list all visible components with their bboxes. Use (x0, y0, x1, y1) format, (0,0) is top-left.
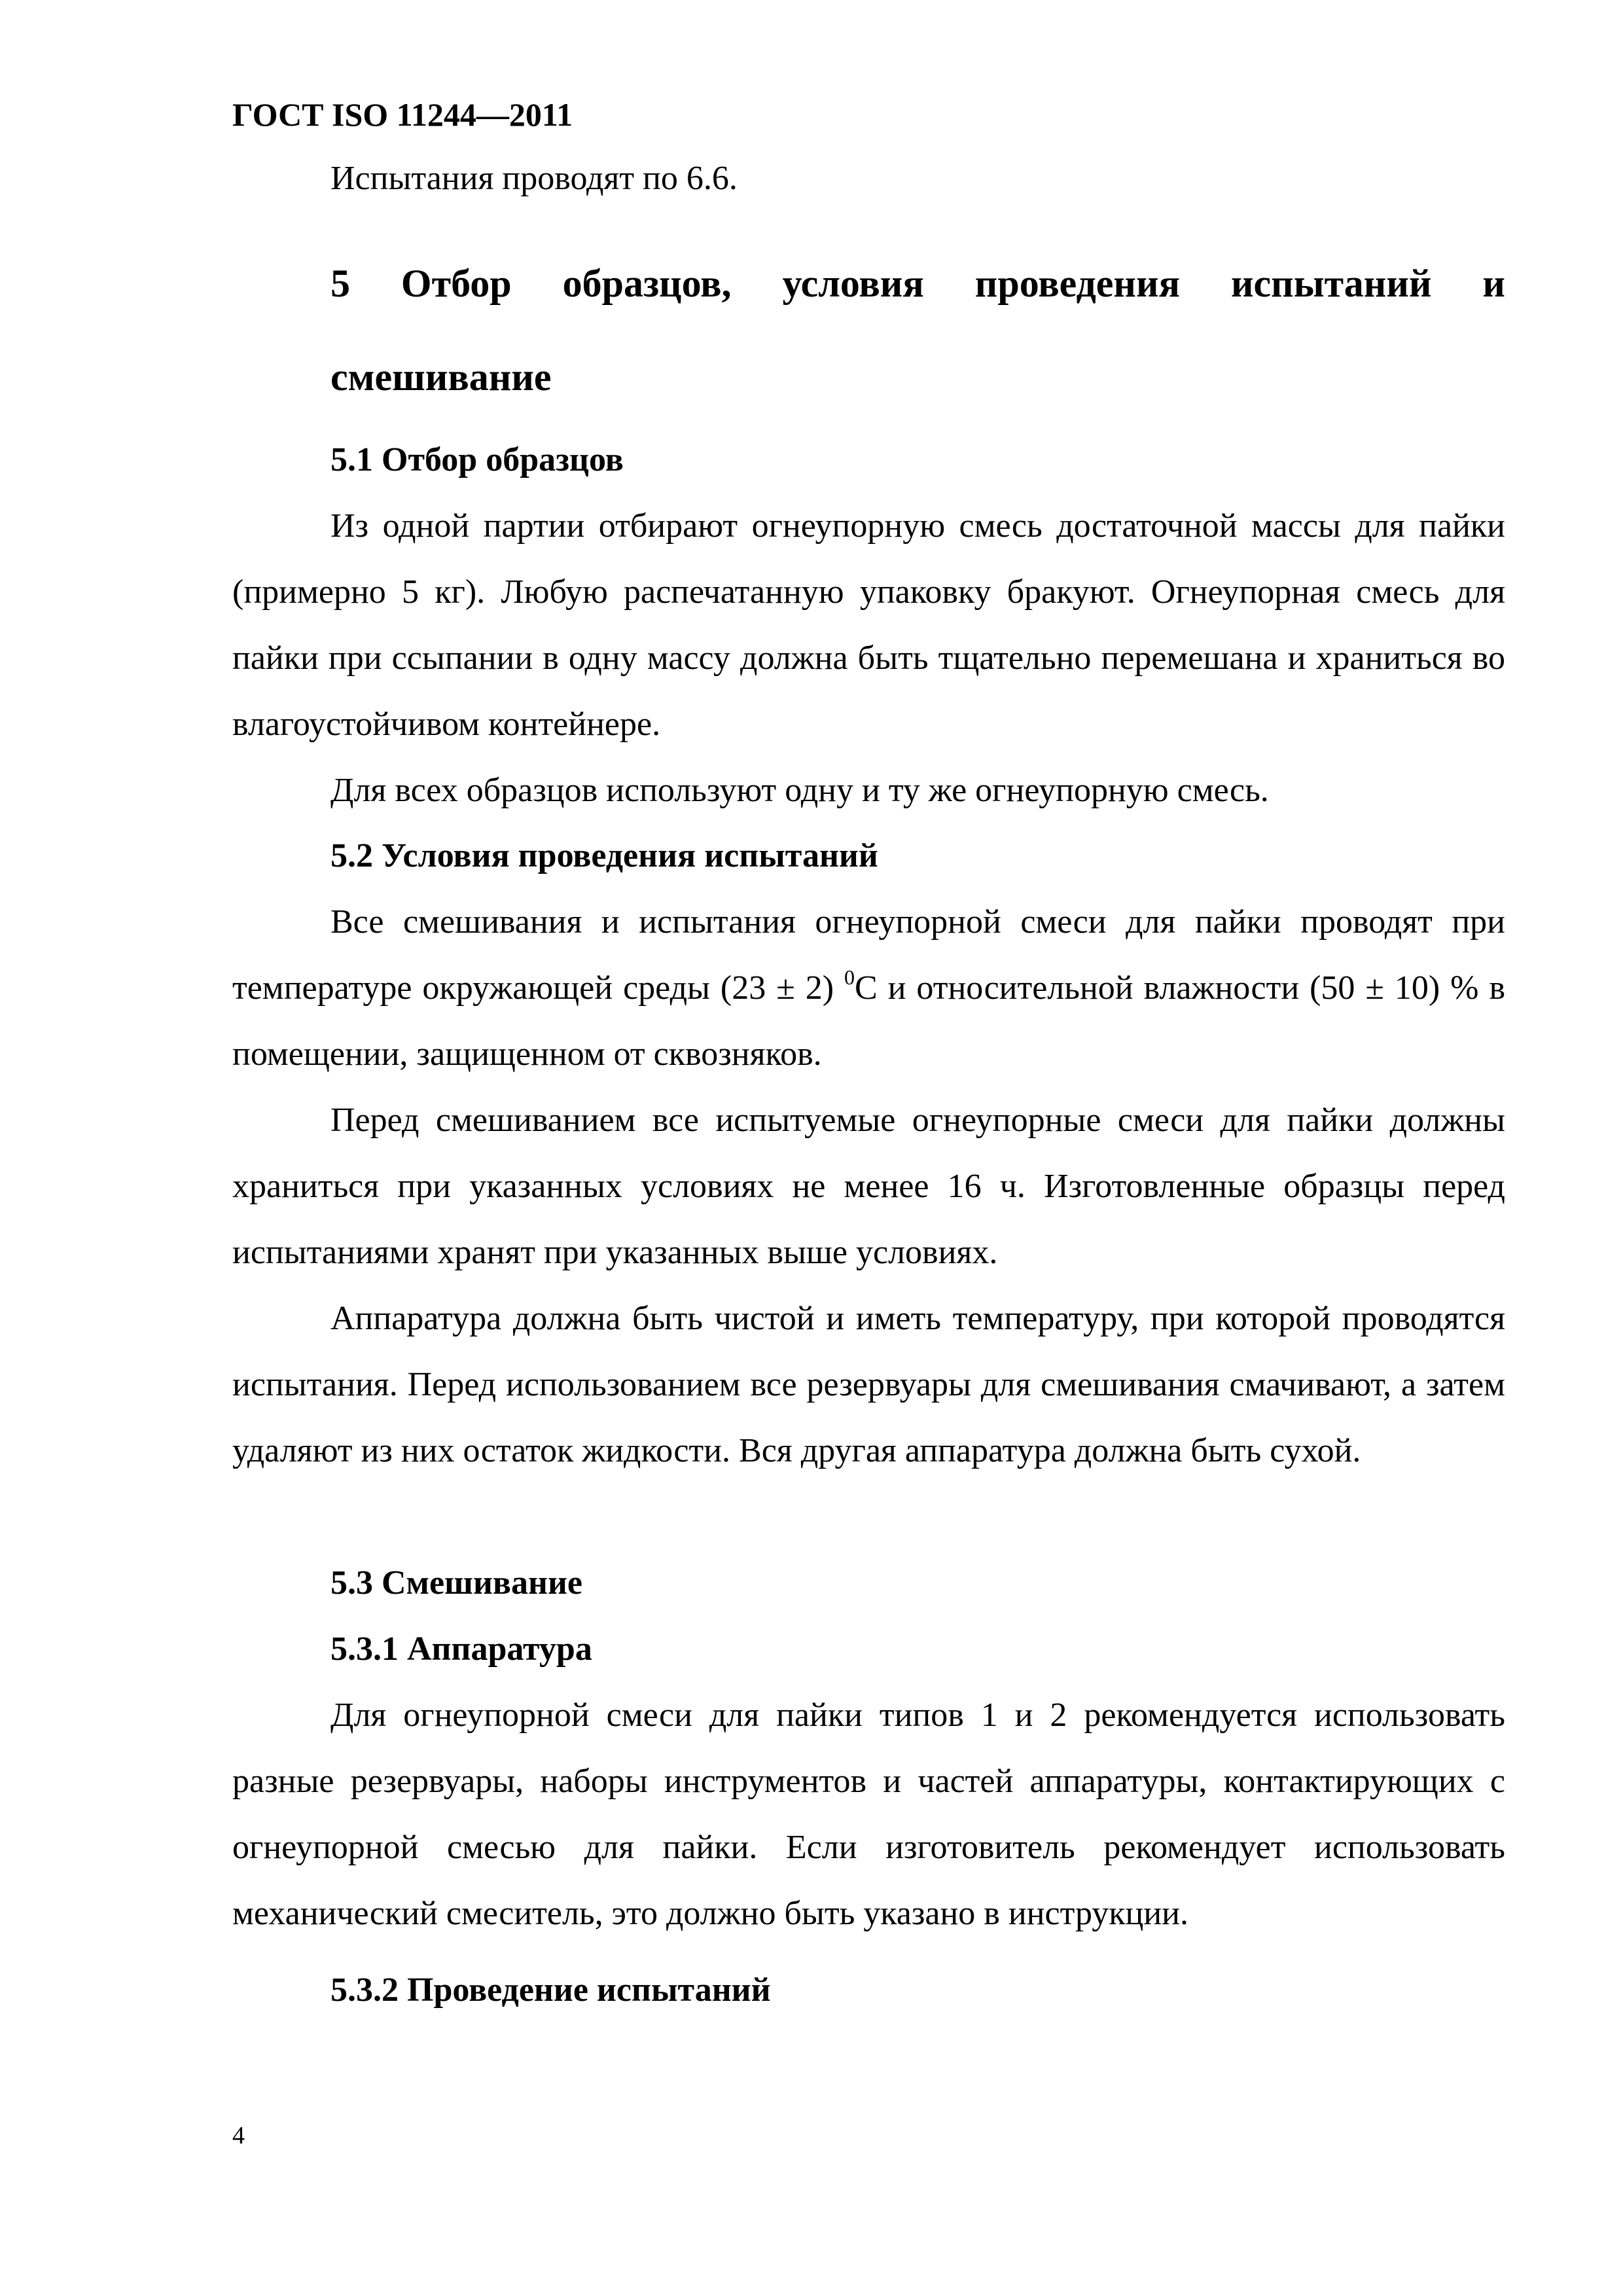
section-5-title-line2: смешивание (330, 355, 552, 399)
s52p1-before: Все смешивания и испытания огнеупорной смеси для пайки проводят при температуре окружающей среды (23 ± 2) (232, 903, 1505, 1007)
section-5-2-paragraph-3: Аппаратура должна быть чистой и иметь температуру, при которой проводятся испытания. Перед использованием все резервуары для смешивания смачивают, а затем удаляют из них остаток жидкости. Вся другая аппаратура должна быть сухой. (232, 1300, 1505, 1469)
section-5-2-paragraph-2: Перед смешиванием все испытуемые огнеупорные смеси для пайки должны храниться при указанных условиях не менее 16 ч. Изготовленные образцы перед испытаниями хранят при указанных выше условиях. (232, 1102, 1505, 1271)
section-5-2-heading: 5.2 Условия проведения испытаний (330, 837, 878, 874)
section-5-1-heading: 5.1 Отбор образцов (330, 441, 624, 478)
section-5-title-line1-text: 5 Отбор образцов, условия проведения испытаний и (330, 262, 1505, 305)
s52p1-after: С и относительной влажности (50 ± 10) % в помещении, защищенном от сквозняков. (232, 969, 1505, 1073)
section-5-title (330, 237, 1505, 424)
section-5-3-heading: 5.3 Смешивание (330, 1564, 582, 1602)
section-5-1-paragraph-2: Для всех образцов используют одну и ту же огнеупорную смесь. (330, 772, 1269, 809)
section-5-1-paragraph-1: Из одной партии отбирают огнеупорную смесь достаточной массы для пайки (примерно 5 кг). Любую распечатанную упаковку бракуют. Огнеупорная смесь для пайки при ссыпании в одну массу должна быть тщательно перемешана и храниться во влагоустойчивом контейнере. (232, 507, 1505, 743)
section-5-3-1-paragraph: Для огнеупорной смеси для пайки типов 1 и 2 рекомендуется использовать разные резервуары, наборы инструментов и частей аппаратуры, контактирующих с огнеупорной смесью для пайки. Если изготовитель рекомендует использовать механический смеситель, это должно быть указано в инструкции. (232, 1696, 1505, 1932)
section-5-2-paragraph-1 (232, 889, 1505, 1087)
intro-paragraph: Испытания проводят по 6.6. (330, 160, 738, 197)
section-5-title-line1 (330, 237, 1505, 331)
section-5-3-1-heading: 5.3.1 Аппаратура (330, 1630, 592, 1668)
degree-superscript: 0 (844, 965, 855, 989)
document-header: ГОСТ ISO 11244—2011 (232, 96, 573, 133)
section-5-3-2-heading: 5.3.2 Проведение испытаний (330, 1971, 771, 2009)
page-number: 4 (232, 2122, 245, 2149)
